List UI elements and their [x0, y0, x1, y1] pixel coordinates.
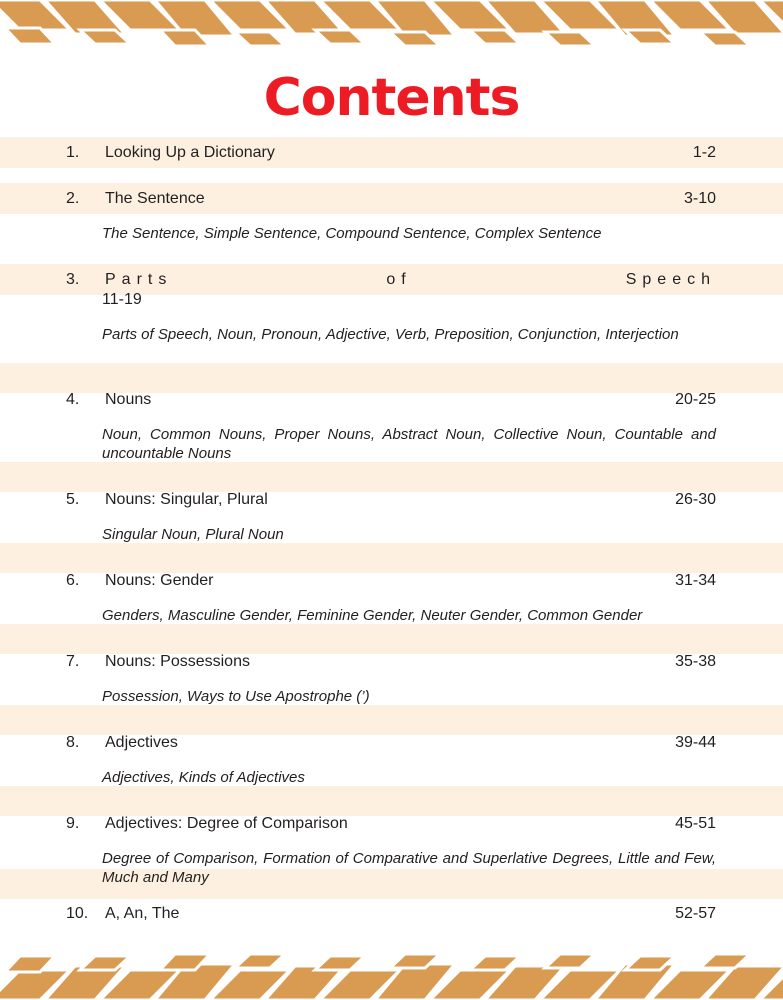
- entry-number: 3.: [66, 271, 80, 288]
- entry-title: Adjectives: Degree of Comparison: [105, 815, 348, 832]
- entry-number: 6.: [66, 572, 80, 589]
- entry-title-word: of: [386, 271, 412, 288]
- entry-title: A, An, The: [105, 905, 180, 922]
- entry-title: Nouns: Singular, Plural: [105, 491, 268, 508]
- entry-pages: 45-51: [675, 815, 716, 832]
- entry-title-word: Speech: [625, 271, 716, 288]
- entry-title: Adjectives: [105, 734, 178, 751]
- entry-number: 9.: [66, 815, 80, 832]
- entry-number: 5.: [66, 491, 80, 508]
- entry-title: [105, 266, 716, 294]
- entry-description: Possession, Ways to Use Apostrophe (’): [102, 688, 370, 705]
- toc-entry[interactable]: [66, 648, 716, 676]
- bottom-tile-border: [0, 950, 783, 1000]
- entry-pages: 11-19: [102, 291, 142, 308]
- entry-number: 4.: [66, 391, 80, 408]
- entry-title: Nouns: Gender: [105, 572, 214, 589]
- entry-pages: 3-10: [683, 190, 716, 207]
- page-title: Contents: [263, 68, 520, 128]
- entry-description: Noun, Common Nouns, Proper Nouns, Abstract Noun, Collective Noun, Countable and uncountable Nouns: [102, 426, 716, 462]
- entry-number: 8.: [66, 734, 80, 751]
- entry-description: Degree of Comparison, Formation of Comparative and Superlative Degrees, Little and Few, Much and Many: [102, 850, 716, 886]
- top-tile-border: [0, 0, 783, 50]
- entry-description: The Sentence, Simple Sentence, Compound Sentence, Complex Sentence: [102, 225, 602, 242]
- toc-entry[interactable]: [66, 185, 716, 213]
- entry-title: Looking Up a Dictionary: [105, 144, 275, 161]
- entry-pages: 1-2: [692, 144, 716, 161]
- toc-entry[interactable]: [66, 139, 716, 167]
- entry-pages: 35-38: [675, 653, 716, 670]
- entry-pages: 31-34: [675, 572, 716, 589]
- entry-description: Genders, Masculine Gender, Feminine Gender, Neuter Gender, Common Gender: [102, 607, 643, 624]
- entry-title: Nouns: [105, 391, 152, 408]
- toc-entry[interactable]: [66, 486, 716, 514]
- toc-entry[interactable]: [66, 567, 716, 595]
- entry-number: 10.: [66, 905, 89, 922]
- toc-entry[interactable]: [66, 729, 716, 757]
- entry-description: Adjectives, Kinds of Adjectives: [102, 769, 305, 786]
- entry-description: Parts of Speech, Noun, Pronoun, Adjective, Verb, Preposition, Conjunction, Interjection: [102, 326, 679, 343]
- entry-pages: 20-25: [675, 391, 716, 408]
- entry-number: 2.: [66, 190, 80, 207]
- entry-pages: 26-30: [675, 491, 716, 508]
- toc-entry[interactable]: [66, 386, 716, 414]
- toc-entry[interactable]: [66, 900, 716, 928]
- entry-pages: 52-57: [675, 905, 716, 922]
- entry-number: 1.: [66, 144, 80, 161]
- entry-title: The Sentence: [105, 190, 205, 207]
- entry-title: Nouns: Possessions: [105, 653, 250, 670]
- toc-entry[interactable]: [66, 810, 716, 838]
- entry-description: Singular Noun, Plural Noun: [102, 526, 284, 543]
- entry-number: 7.: [66, 653, 80, 670]
- entry-title-word: Parts: [105, 271, 173, 288]
- entry-pages: 39-44: [675, 734, 716, 751]
- toc-entry[interactable]: [66, 266, 716, 294]
